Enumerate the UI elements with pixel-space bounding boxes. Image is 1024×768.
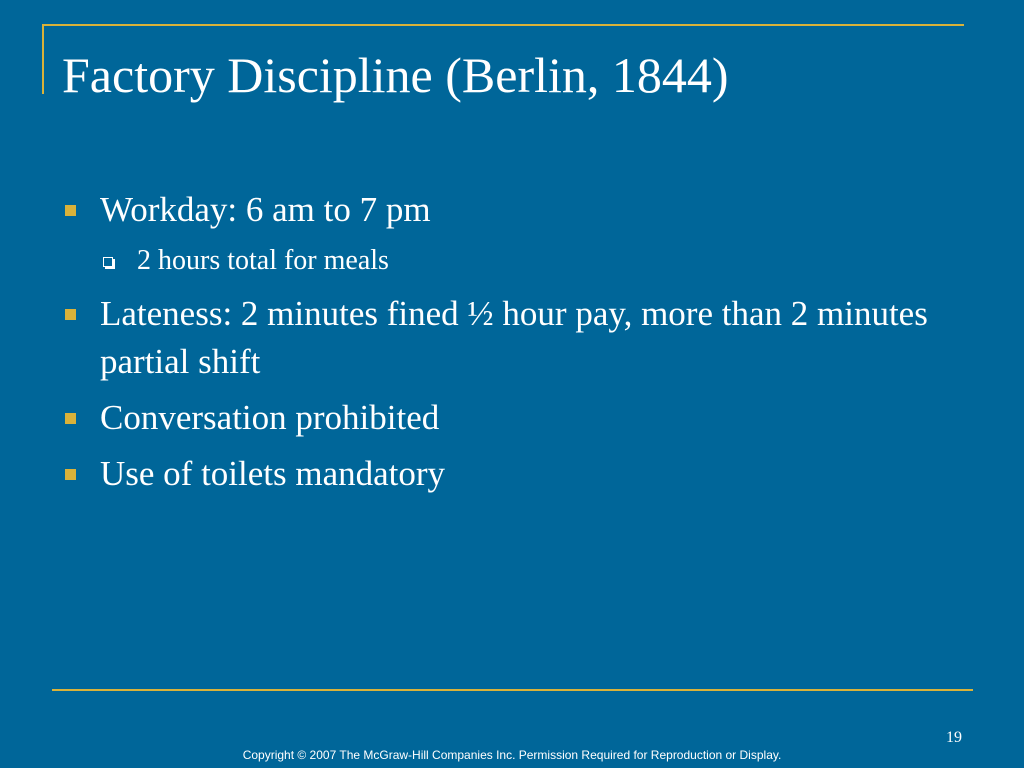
slide-title: Factory Discipline (Berlin, 1844) — [62, 47, 729, 103]
filled-square-bullet-icon — [65, 309, 76, 320]
footer-divider — [52, 689, 973, 691]
bullet-item — [0, 290, 1024, 386]
bullet-text: Use of toilets mandatory — [100, 454, 446, 493]
bullet-item — [0, 186, 1024, 234]
bullet-item — [0, 450, 1024, 498]
bullet-list — [0, 186, 1024, 506]
hollow-square-bullet-icon — [103, 257, 113, 267]
bullet-item — [0, 394, 1024, 442]
copyright-notice: Copyright © 2007 The McGraw-Hill Companies Inc. Permission Required for Reproduction or Display. — [242, 748, 782, 762]
sub-bullet-item — [0, 242, 1024, 280]
filled-square-bullet-icon — [65, 205, 76, 216]
title-frame-top-rule — [42, 24, 964, 26]
sub-bullet-text: 2 hours total for meals — [137, 245, 389, 276]
title-frame-left-rule — [42, 24, 44, 94]
slide-number: 19 — [946, 729, 962, 746]
bullet-text: Lateness: 2 minutes fined ½ hour pay, more than 2 minutes partial shift — [100, 294, 928, 381]
bullet-text: Conversation prohibited — [100, 398, 440, 437]
filled-square-bullet-icon — [65, 469, 76, 480]
filled-square-bullet-icon — [65, 413, 76, 424]
bullet-text: Workday: 6 am to 7 pm — [100, 190, 431, 229]
